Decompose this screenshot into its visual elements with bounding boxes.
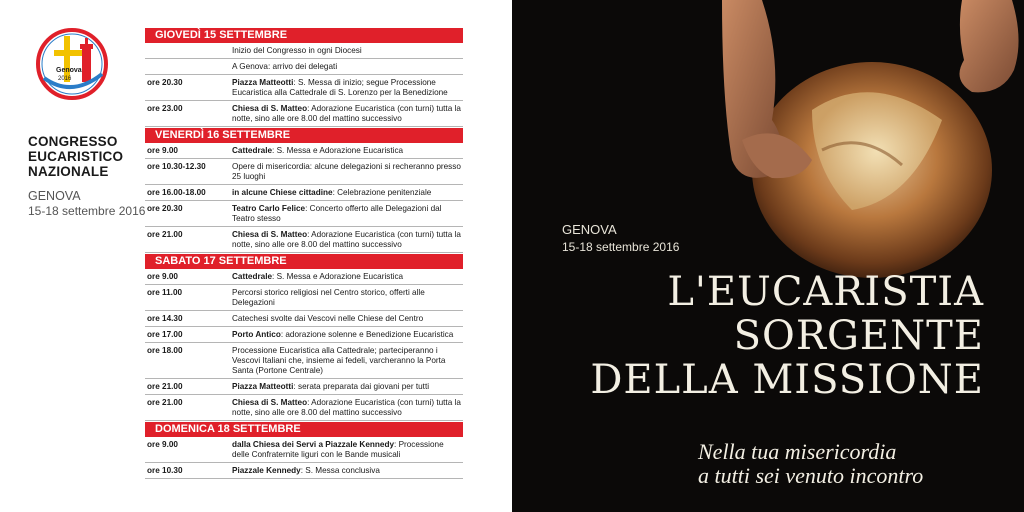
schedule-text: Catechesi svolte dai Vescovi nelle Chiese del Centro	[232, 314, 424, 323]
schedule-place: Cattedrale	[232, 146, 273, 155]
cover-panel	[512, 0, 1024, 512]
schedule-time	[145, 46, 232, 56]
org-line-2: EUCARISTICO	[28, 149, 124, 164]
schedule-description	[232, 204, 463, 224]
schedule-place: Piazza Matteotti	[232, 78, 294, 87]
schedule-place: Chiesa di S. Matteo	[232, 230, 308, 239]
schedule-text: : Processione delle Confraternite liguri con le Bande musicali	[232, 440, 444, 459]
organization-name	[28, 134, 138, 179]
schedule-row	[145, 269, 463, 285]
schedule-text: : Concerto offerto alle Delegazioni dal Teatro stesso	[232, 204, 442, 223]
schedule-row	[145, 185, 463, 201]
schedule-text: : Celebrazione penitenziale	[332, 188, 432, 197]
schedule-description	[232, 398, 463, 418]
bread-hands-photo	[702, 0, 1024, 300]
schedule-row	[145, 327, 463, 343]
schedule-row	[145, 395, 463, 421]
title-line-1: L'EUCARISTIA	[667, 269, 984, 315]
schedule-place: in alcune Chiese cittadine	[232, 188, 333, 197]
schedule-row	[145, 343, 463, 379]
schedule-place: dalla Chiesa dei Servi a Piazzale Kennedy	[232, 440, 395, 449]
title-line-3: DELLA MISSIONE	[590, 357, 984, 403]
schedule-row	[145, 437, 463, 463]
schedule-row	[145, 143, 463, 159]
schedule-description	[232, 382, 463, 392]
schedule-time: ore 18.00	[147, 346, 183, 355]
schedule-row	[145, 201, 463, 227]
program-schedule	[145, 27, 463, 479]
schedule-place: Porto Antico	[232, 330, 281, 339]
schedule-time: ore 21.00	[147, 398, 183, 407]
schedule-place: Chiesa di S. Matteo	[232, 104, 308, 113]
schedule-description	[232, 346, 463, 376]
schedule-description	[232, 272, 463, 282]
schedule-text: : Adorazione Eucaristica (con turni) tutta la notte, sino alle ore 8.00 del mattino successivo	[232, 104, 461, 123]
day-header: SABATO 17 SETTEMBRE	[145, 254, 463, 269]
schedule-description	[232, 78, 463, 98]
schedule-row	[145, 285, 463, 311]
schedule-place: Cattedrale	[232, 272, 273, 281]
schedule-text: Processione Eucaristica alla Cattedrale; parteciperanno i Vescovi Italiani che, insieme ai fedeli, varcheranno la Porta Santa (Portone Centrale)	[232, 346, 446, 375]
schedule-row	[145, 159, 463, 185]
schedule-place: Chiesa di S. Matteo	[232, 398, 308, 407]
schedule-text: : S. Messa conclusiva	[300, 466, 380, 475]
day-header: DOMENICA 18 SETTEMBRE	[145, 422, 463, 437]
schedule-text: : S. Messa e Adorazione Eucaristica	[272, 146, 404, 155]
schedule-text: : Adorazione Eucaristica (con turni) tutta la notte, sino alle ore 8.00 del mattino successivo	[232, 398, 461, 417]
logo-badge-year: 2016	[58, 76, 72, 82]
schedule-time: ore 16.00-18.00	[147, 188, 206, 197]
schedule-description	[232, 440, 463, 460]
schedule-description	[232, 188, 463, 198]
org-dates: 15-18 settembre 2016	[28, 204, 146, 218]
motto-line-1: Nella tua misericordia	[698, 439, 897, 464]
schedule-row	[145, 379, 463, 395]
org-line-1: CONGRESSO	[28, 134, 118, 149]
schedule-text: : S. Messa di inizio; segue Processione Eucaristica alla Cattedrale di S. Lorenzo per la Benedizione	[232, 78, 448, 97]
schedule-time: ore 23.00	[147, 104, 183, 113]
schedule-description	[232, 314, 463, 324]
motto-line-2: a tutti sei venuto incontro	[698, 463, 924, 488]
schedule-text: A Genova: arrivo dei delegati	[232, 62, 338, 71]
schedule-description	[232, 46, 463, 56]
title-line-2: SORGENTE	[733, 313, 984, 359]
schedule-time: ore 9.00	[147, 146, 178, 155]
org-city: GENOVA	[28, 189, 81, 203]
cover-city: GENOVA	[562, 222, 617, 237]
logo-badge-city: Genova	[56, 67, 82, 74]
schedule-place: Piazzale Kennedy	[232, 466, 301, 475]
cover-motto	[698, 440, 923, 488]
schedule-time: ore 21.00	[147, 382, 183, 391]
schedule-time: ore 11.00	[147, 288, 183, 297]
schedule-description	[232, 62, 463, 72]
schedule-time: ore 17.00	[147, 330, 183, 339]
schedule-time: ore 21.00	[147, 230, 183, 239]
schedule-time	[145, 62, 232, 72]
schedule-row	[145, 227, 463, 253]
schedule-time: ore 20.30	[147, 204, 183, 213]
schedule-description	[232, 104, 463, 124]
cover-dates: 15-18 settembre 2016	[562, 240, 680, 254]
day-header: GIOVEDÌ 15 SETTEMBRE	[145, 28, 463, 43]
schedule-text: Inizio del Congresso in ogni Diocesi	[232, 46, 362, 55]
schedule-text: Opere di misericordia: alcune delegazioni si recheranno presso 25 luoghi	[232, 162, 461, 181]
schedule-time: ore 14.30	[147, 314, 183, 323]
schedule-row	[145, 463, 463, 479]
schedule-text: Percorsi storico religiosi nel Centro storico, offerti alle Delegazioni	[232, 288, 425, 307]
schedule-text: : S. Messa e Adorazione Eucaristica	[272, 272, 404, 281]
day-header: VENERDÌ 16 SETTEMBRE	[145, 128, 463, 143]
schedule-description	[232, 288, 463, 308]
schedule-place: Piazza Matteotti	[232, 382, 294, 391]
schedule-time: ore 9.00	[147, 440, 178, 449]
schedule-row	[145, 75, 463, 101]
org-line-3: NAZIONALE	[28, 164, 109, 179]
schedule-time: ore 10.30	[147, 466, 183, 475]
schedule-text: : Adorazione Eucaristica (con turni) tutta la notte, sino alle ore 8.00 del mattino successivo	[232, 230, 461, 249]
schedule-row	[145, 311, 463, 327]
schedule-time: ore 20.30	[147, 78, 183, 87]
schedule-time: ore 9.00	[147, 272, 178, 281]
schedule-row	[145, 43, 463, 59]
schedule-row	[145, 59, 463, 75]
cover-title	[590, 270, 984, 402]
schedule-text: : adorazione solenne e Benedizione Eucaristica	[280, 330, 454, 339]
schedule-text: : serata preparata dai giovani per tutti	[293, 382, 430, 391]
schedule-description	[232, 330, 463, 340]
congress-logo	[30, 22, 114, 106]
schedule-place: Teatro Carlo Felice	[232, 204, 306, 213]
schedule-description	[232, 146, 463, 156]
schedule-description	[232, 230, 463, 250]
schedule-description	[232, 466, 463, 476]
schedule-row	[145, 101, 463, 127]
schedule-time: ore 10.30-12.30	[147, 162, 206, 171]
schedule-description	[232, 162, 463, 182]
